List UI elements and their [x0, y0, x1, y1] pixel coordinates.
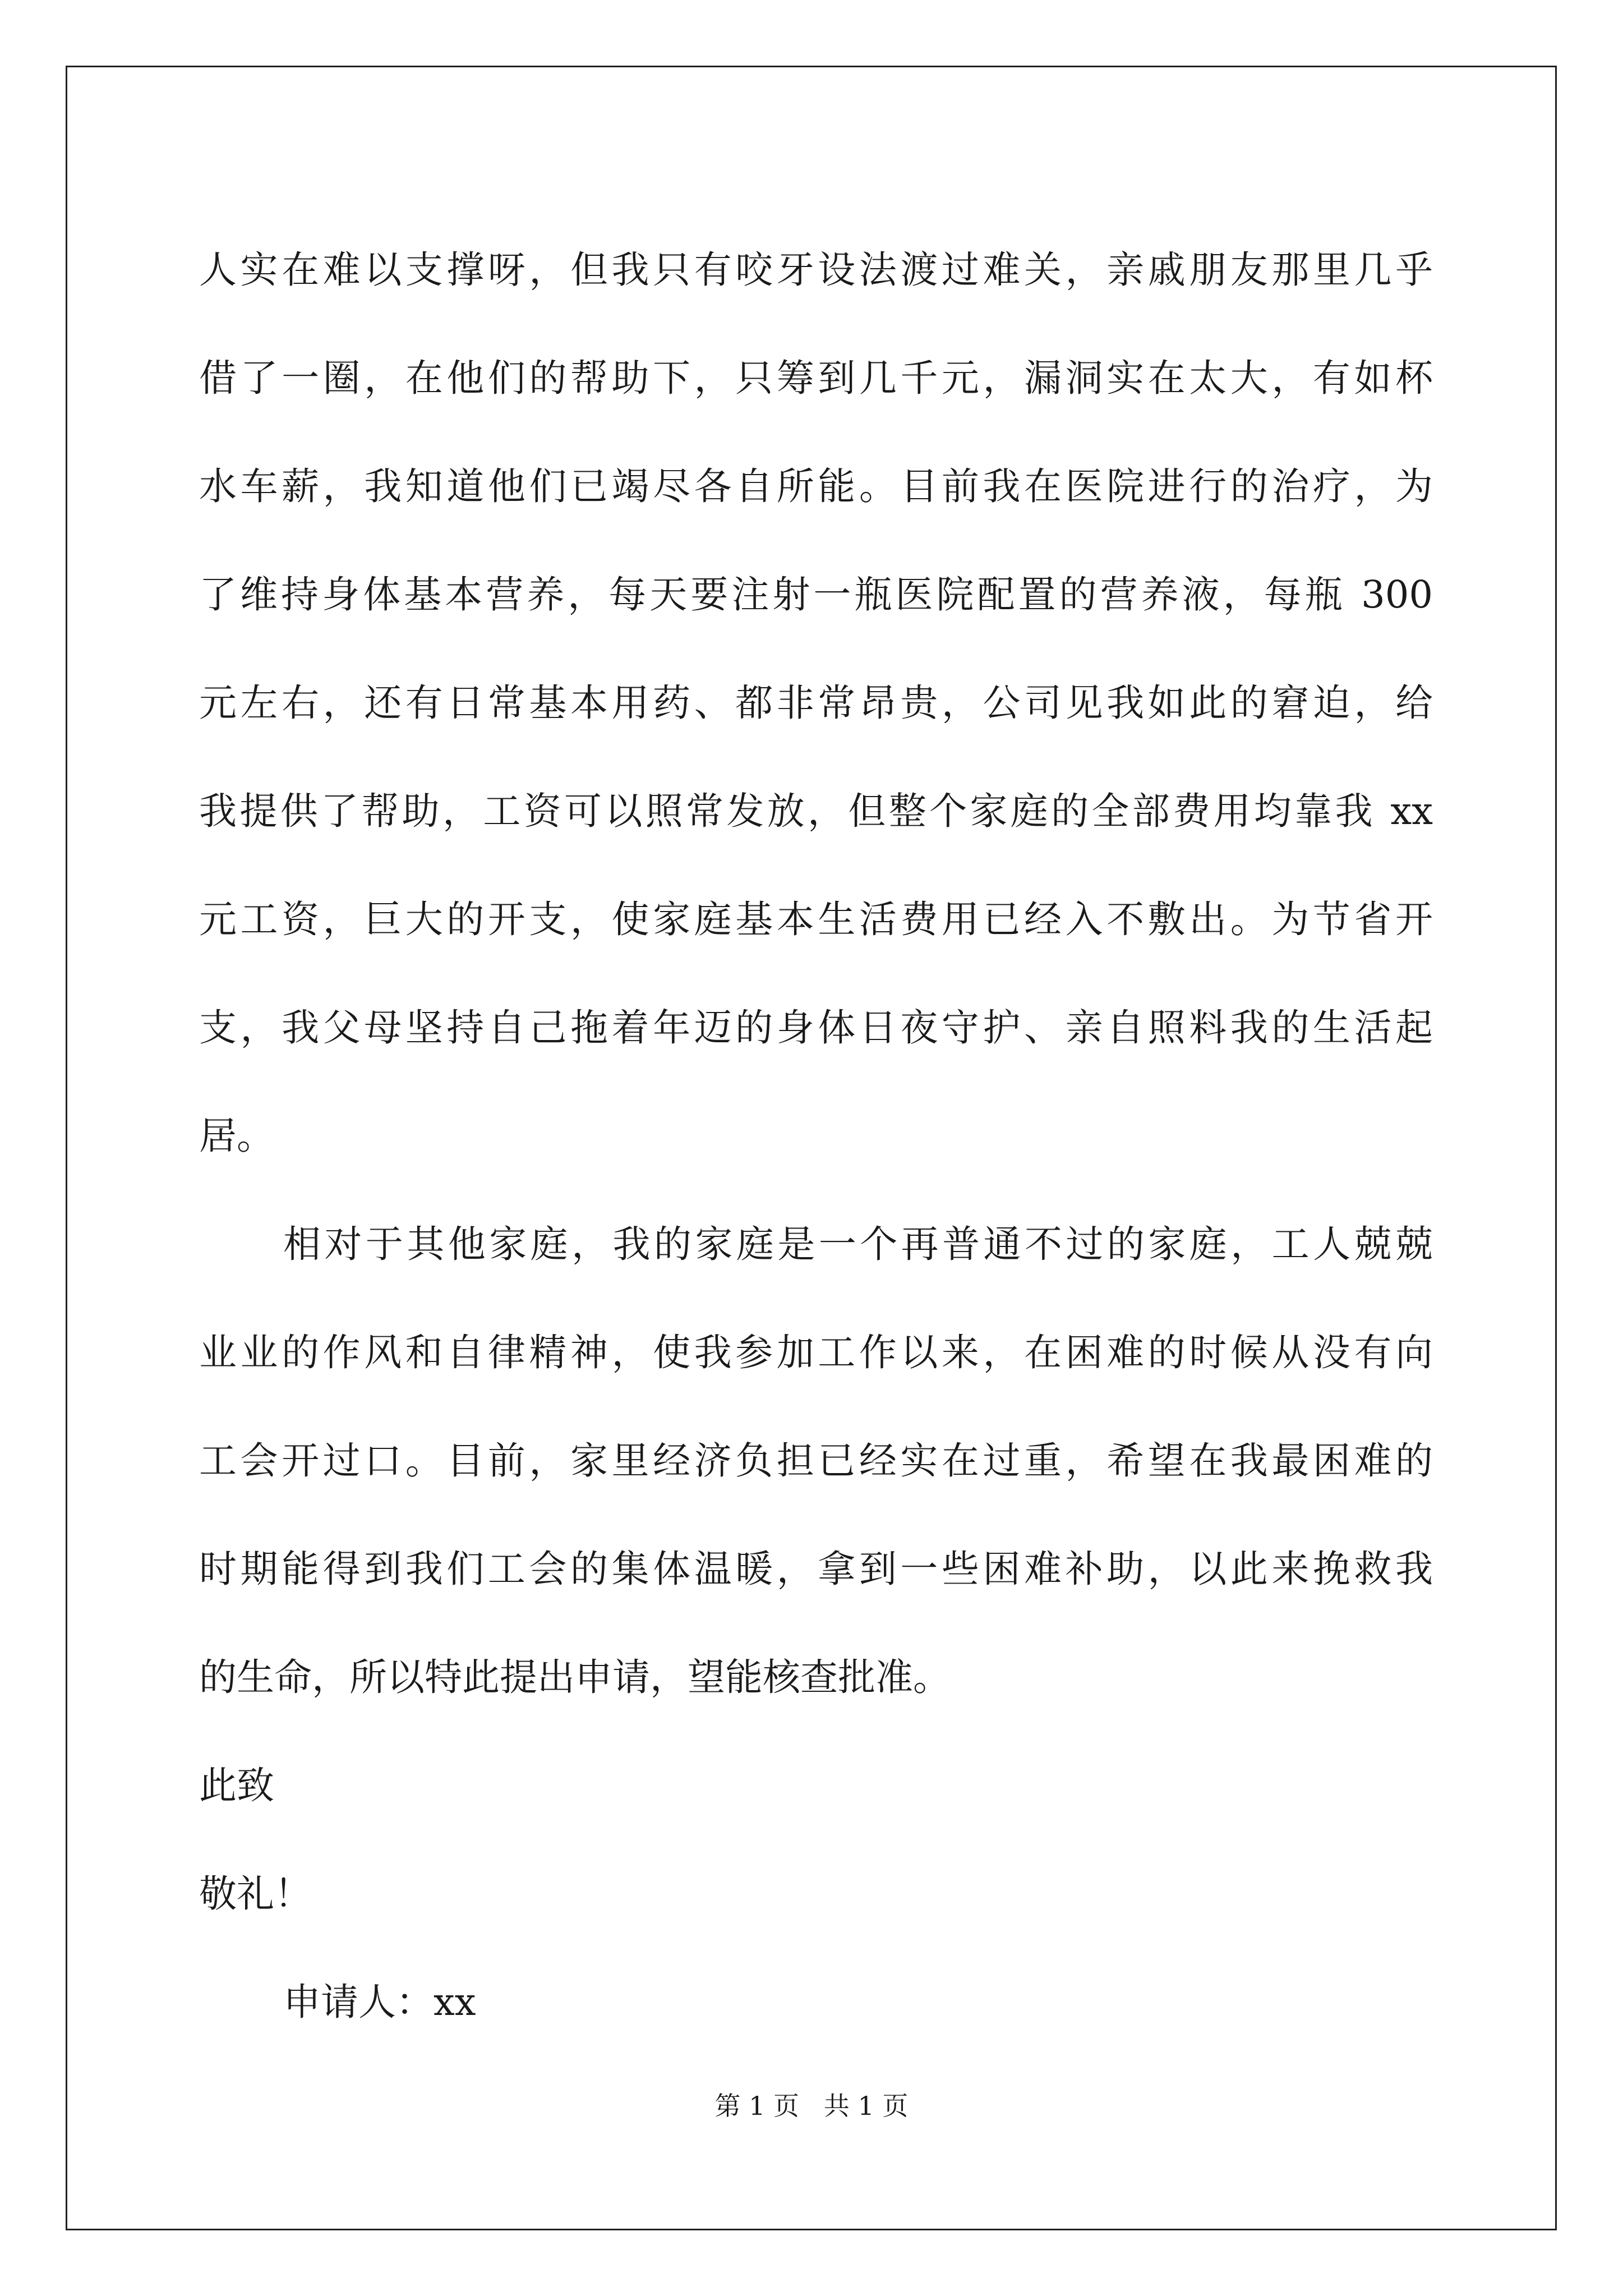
- paragraph-2-line: 相对于其他家庭，我的家庭是一个再普通不过的家庭，工人兢兢: [283, 1222, 1433, 1266]
- paragraph-1-line: 我提供了帮助，工资可以照常发放，但整个家庭的全部费用均靠我 xx: [199, 789, 1433, 833]
- paragraph-1-line: 居。: [199, 1114, 274, 1158]
- signature: 申请人：xx: [283, 1980, 476, 2024]
- letter-body: [199, 216, 1433, 2056]
- paragraph-2-line: 工会开过口。目前，家里经济负担已经实在过重，希望在我最困难的: [199, 1439, 1433, 1483]
- paragraph-1: [199, 216, 1433, 1190]
- paragraph-1-line: 借了一圈，在他们的帮助下，只筹到几千元，漏洞实在太大，有如杯: [199, 356, 1433, 400]
- page-footer: 第 1 页 共 1 页: [714, 2091, 909, 2121]
- paragraph-1-line: 水车薪，我知道他们已竭尽各自所能。目前我在医院进行的治疗，为: [199, 464, 1433, 508]
- paragraph-1-line: 支，我父母坚持自己拖着年迈的身体日夜守护、亲自照料我的生活起: [199, 1006, 1433, 1050]
- regards: 敬礼！: [199, 1872, 312, 1916]
- paragraph-1-line: 人实在难以支撑呀，但我只有咬牙设法渡过难关，亲戚朋友那里几乎: [199, 248, 1433, 292]
- paragraph-1-line: 了维持身体基本营养，每天要注射一瓶医院配置的营养液，每瓶 300: [199, 573, 1433, 616]
- paragraph-1-line: 元工资，巨大的开支，使家庭基本生活费用已经入不敷出。为节省开: [199, 898, 1433, 941]
- salutation: 此致: [199, 1764, 274, 1807]
- paragraph-2-line: 业业的作风和自律精神，使我参加工作以来，在困难的时候从没有向: [199, 1331, 1433, 1374]
- paragraph-2-line: 时期能得到我们工会的集体温暖，拿到一些困难补助，以此来挽救我: [199, 1547, 1433, 1591]
- paragraph-1-line: 元左右，还有日常基本用药、都非常昂贵，公司见我如此的窘迫，给: [199, 681, 1433, 725]
- paragraph-2: [199, 1190, 1433, 1732]
- paragraph-2-line: 的生命，所以特此提出申请，望能核查批准。: [199, 1655, 951, 1699]
